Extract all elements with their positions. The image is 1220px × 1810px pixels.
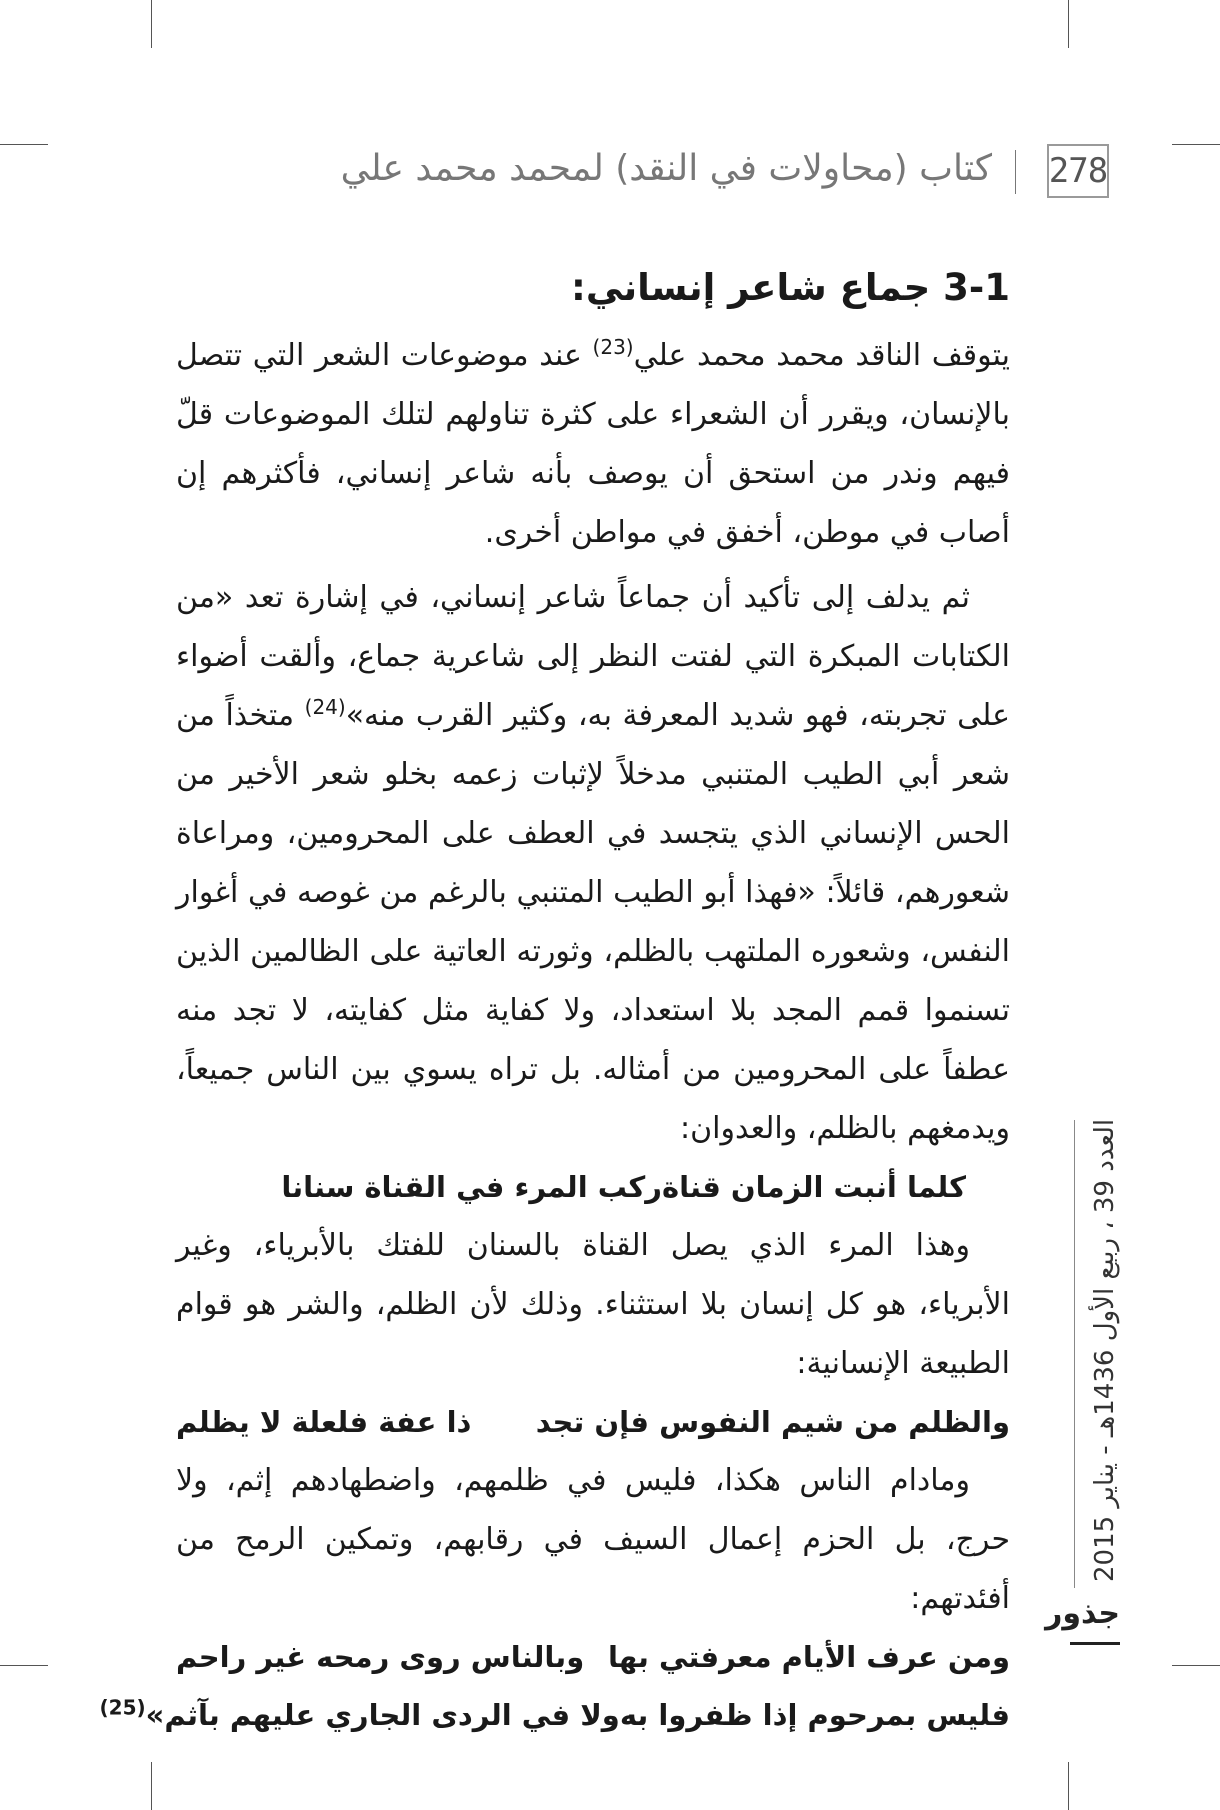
page-number: 278 — [1047, 144, 1109, 198]
footnote-ref: (23) — [592, 335, 634, 359]
crop-mark — [0, 144, 48, 145]
crop-mark — [1068, 0, 1069, 48]
crop-mark — [151, 1762, 152, 1810]
paragraph — [176, 326, 1010, 562]
verse-hemistich: كلما أنبت الزمان قناة — [662, 1170, 966, 1204]
verse-line — [176, 1158, 1010, 1216]
footnote-ref: (24) — [304, 695, 346, 719]
paragraph: وهذا المرء الذي يصل القناة بالسنان للفتك بالأبرياء، وغير الأبرياء، هو كل إنسان بلا استثناء. وذلك لأن الظلم، والشر هو قوام الطبيعة الإنسانية: — [176, 1228, 1010, 1381]
issue-caption: العدد 39 ، ربيع الأول 1436هـ - يناير 2015 — [1090, 1118, 1120, 1582]
verse-hemistich: ومن عرف الأيام معرفتي بها — [607, 1640, 1010, 1674]
crop-mark — [1068, 1762, 1069, 1810]
footnote-ref: (25) — [99, 1695, 146, 1720]
paragraph-text: عند موضوعات الشعر التي تتصل بالإنسان، ويقرر أن الشعراء على كثرة تناولهم لتلك الموضوعات قلّ فيهم وندر من استحق أن يوصف بأنه شاعر إنساني، فأكثرهم إن أصاب في موطن، أخفق في مواطن أخرى. — [176, 338, 1010, 550]
running-header: كتاب (محاولات في النقد) لمحمد محمد علي — [340, 148, 992, 189]
crop-mark — [151, 0, 152, 48]
verse-hemistich: فليس بمرحوم إذا ظفروا به — [619, 1698, 1010, 1732]
crop-mark — [1172, 1665, 1220, 1666]
paragraph: ومادام الناس هكذا، فليس في ظلمهم، واضطهادهم إثم، ولا حرج، بل الحزم إعمال السيف في رقابهم، وتمكين الرمح من أفئدتهم: — [176, 1463, 1010, 1616]
verse-hemistich: ركب المرء في القناة سنانا — [281, 1170, 662, 1204]
article-body — [99, 258, 1010, 1744]
verse-line — [176, 1628, 1010, 1686]
verse-hemistich: ذا عفة فلعلة لا يظلم — [176, 1405, 472, 1439]
verse-line — [176, 1393, 1010, 1451]
margin-divider — [1074, 1120, 1075, 1588]
verse-hemistich: وبالناس روى رمحه غير راحم — [176, 1640, 585, 1674]
paragraph-text: يتوقف الناقد محمد محمد علي — [633, 338, 1010, 373]
paragraph-text: متخذاً من شعر أبي الطيب المتنبي مدخلاً لإثبات زعمه بخلو شعر الأخير من الحس الإنساني الذي يتجسد في العطف على المحرومين، ومراعاة شعورهم، قائلاً: «فهذا أبو الطيب المتنبي بالرغم من غوصه في أغوار النفس، وشعوره الملتهب بالظلم، وثورته العاتية على الظالمين الذين تسنموا قمم المجد بلا استعداد، ولا كفاية مثل كفايته، لا تجد منه عطفاً على المحرومين من أمثاله. بل تراه يسوي بين الناس جميعاً، ويدمغهم بالظلم، والعدوان: — [176, 698, 1010, 1146]
crop-mark — [0, 1665, 48, 1666]
paragraph-text: ثم يدلف إلى تأكيد أن جماعاً شاعر إنساني، في إشارة تعد «من الكتابات المبكرة التي لفتت النظر إلى شاعرية جماع، وألقت أضواء على تجربته، فهو شديد المعرفة به، وكثير القرب منه» — [176, 580, 1010, 733]
section-title: 3-1 جماع شاعر إنساني: — [571, 266, 1010, 309]
journal-logo: جذور — [1070, 1594, 1120, 1645]
verse-line — [99, 1686, 1010, 1744]
paragraph — [176, 568, 1010, 1158]
verse-hemistich: والظلم من شيم النفوس فإن تجد — [535, 1405, 1010, 1439]
crop-mark — [1172, 144, 1220, 145]
verse-hemistich — [100, 1686, 620, 1744]
verse-text: ولا في الردى الجاري عليهم بآثم» — [145, 1698, 620, 1732]
header-divider — [1015, 150, 1016, 194]
